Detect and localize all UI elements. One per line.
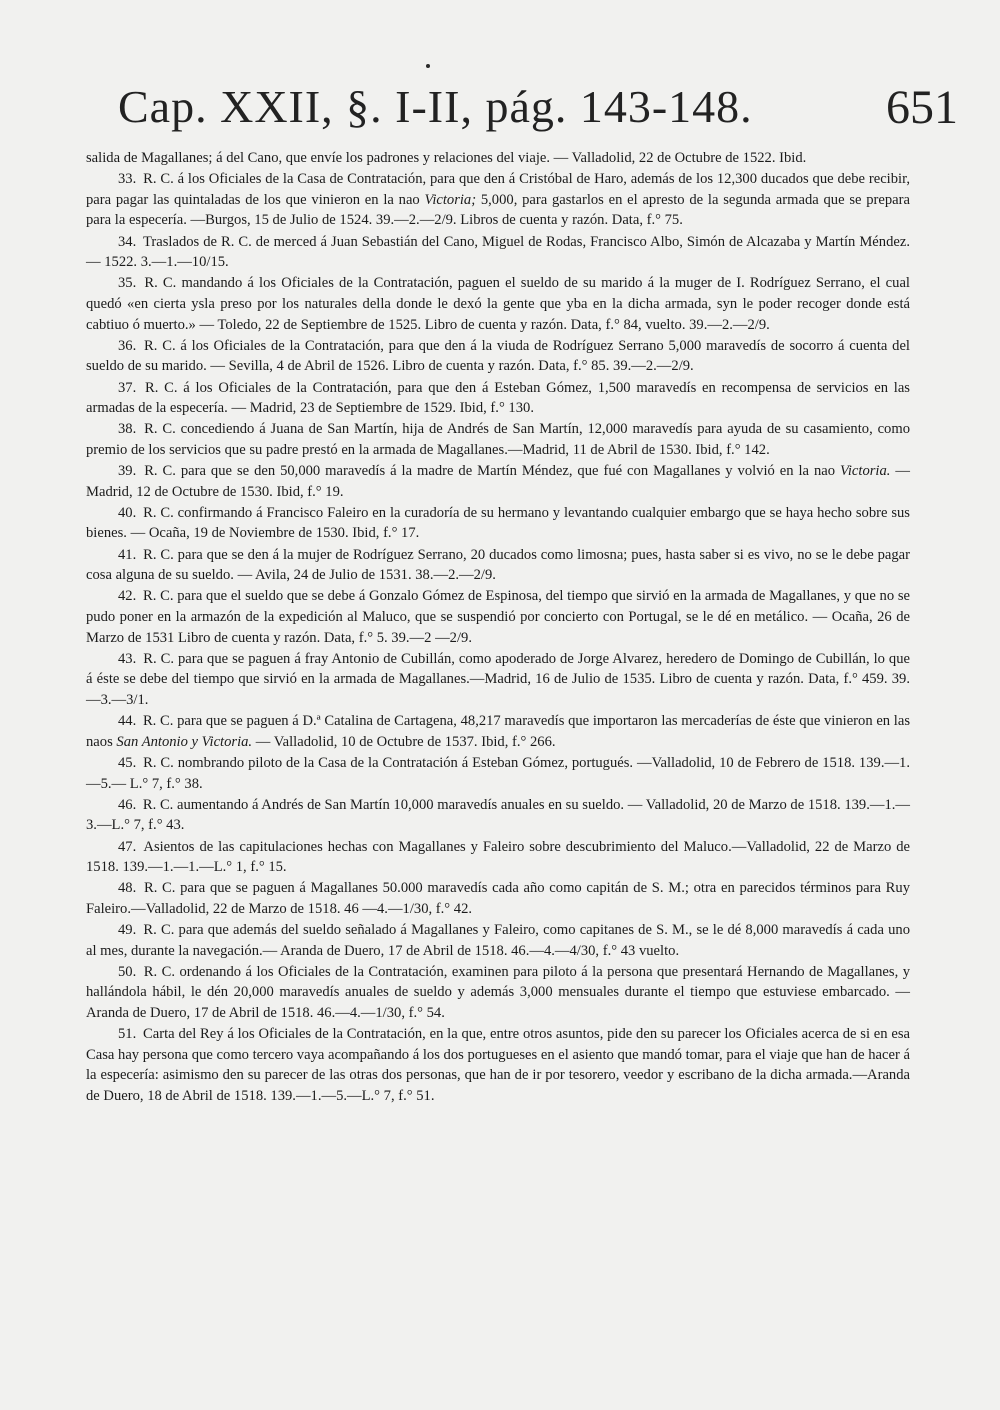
entry-text: R. C. á los Oficiales de la Casa de Contratación, para que den á Cristóbal de Haro, además de los 12,300 ducados que debe recibir, para pagar las quintaladas de los que vinieron en la nao (86, 171, 910, 208)
entry-text: R. C. para que el sueldo que se debe á Gonzalo Gómez de Espinosa, del tiempo que sirvió en la armada de Magallanes, y que no se pudo poner en la armazón de la expedición al Maluco, que se suspendió por concierto con Portugal, se le dé en metálico. — Ocaña, 26 de Marzo de 1531 Libro de cuenta y razón. Data, f.° 5. 39.—2 —2/9. (86, 588, 911, 646)
entry-number: 50. (118, 963, 137, 980)
document-entry (86, 920, 910, 961)
entry-number: 48. (118, 880, 137, 897)
document-entry (86, 378, 910, 419)
entry-text: R. C. para que se den á la mujer de Rodríguez Serrano, 20 ducados como limosna; pues, hasta saber si es vivo, no se le debe pagar cosa alguna de su sueldo. — Avila, 24 de Julio de 1531. 38.—2.—2/9. (86, 546, 910, 584)
document-entry (86, 169, 910, 231)
entry-number: 40. (118, 504, 137, 521)
document-entry (86, 461, 910, 502)
document-entry (86, 586, 910, 648)
running-head: Cap. XXII, §. I-II, pág. 143-148. (118, 81, 753, 132)
entry-text: R. C. para que además del sueldo señalado á Magallanes y Faleiro, como capitanes de S. M., se le dé 8,000 maravedís á cada uno al mes, durante la navegación.— Aranda de Duero, 17 de Abril de 1518. 46.—4.—4/30, f.° 43 vuelto. (86, 922, 910, 959)
document-entry (86, 649, 910, 711)
entry-text: R. C. ordenando á los Oficiales de la Contratación, examinen para piloto á la persona que presentará Hernando de Magallanes, y hallándola hábil, le dén 20,000 maravedís anuales de sueldo y además 3,000 mensuales durante el tiempo que estuviese embarcado. — Aranda de Duero, 17 de Abril de 1518. 46.—4.—1/30, f.° 54. (86, 963, 910, 1022)
entry-number: 45. (118, 754, 137, 771)
entry-text: R. C. nombrando piloto de la Casa de la Contratación á Esteban Gómez, portugués. —Valladolid, 10 de Febrero de 1518. 139.—1.—5.— L.° 7, f.° 38. (86, 754, 911, 792)
document-entry (86, 878, 910, 919)
entry-number: 47. (118, 838, 137, 855)
entry-number: 46. (118, 796, 137, 813)
entry-number: 33. (118, 171, 137, 188)
entry-text: R. C. á los Oficiales de la Contratación, para que den á Esteban Gómez, 1,500 maravedís en recompensa de servicios en las armadas de la especería. — Madrid, 23 de Septiembre de 1529. Ibid, f.° 130. (86, 379, 910, 417)
entry-text-continued: 5,000, para gastarlos en el apresto de la segunda armada que se prepara para la especería. —Burgos, 15 de Julio de 1524. 39.—2.—2/9. Libros de cuenta y razón. Data, f.° 75. (86, 191, 910, 229)
entry-text: Carta del Rey á los Oficiales de la Contratación, en la que, entre otros asuntos, pide den su parecer los Oficiales acerca de si en esa Casa hay persona que como tercero vaya acompañando á los dos portugueses en el asiento que mandó tomar, para el viaje que han de hacer á la especería: asimismo den su parecer de las otras dos personas, que han de ir por tesorero, veedor y escribano de la dicha armada.—Aranda de Duero, 18 de Abril de 1518. 139.—1.—5.—L.° 7, f.° 51. (86, 1026, 910, 1104)
entry-text: Traslados de R. C. de merced á Juan Sebastián del Cano, Miguel de Rodas, Francisco Albo, Simón de Alcazaba y Martín Méndez.— 1522. 3.—1.—10/15. (86, 233, 910, 271)
entry-number: 36. (118, 337, 137, 354)
document-entry (86, 232, 910, 273)
entry-text: R. C. aumentando á Andrés de San Martín 10,000 maravedís anuales en su sueldo. — Valladolid, 20 de Marzo de 1518. 139.—1.—3.—L.° 7, f.° 43. (86, 796, 910, 834)
entry-text: R. C. para que se paguen á fray Antonio de Cubillán, como apoderado de Jorge Alvarez, heredero de Domingo de Cubillán, lo que á éste se debe del tiempo que sirvió en la armada de Magallanes.—Madrid, 16 de Julio de 1535. Libro de cuenta y razón. Data, f.° 459. 39.—3.—3/1. (86, 650, 911, 708)
entry-number: 42. (118, 588, 137, 605)
entries-list (86, 148, 910, 1107)
entry-number: 51. (118, 1026, 137, 1043)
entry-text: R. C. concediendo á Juana de San Martín, hija de Andrés de San Martín, 12,000 maravedís para ayuda de su casamiento, como premio de los servicios que su padre prestó en la armada de Magallanes.—Madrid, 11 de Abril de 1530. Ibid, f.° 142. (86, 421, 910, 458)
document-entry (86, 962, 910, 1024)
document-entry (86, 148, 910, 169)
entry-number: 49. (118, 922, 137, 939)
page-header (118, 80, 958, 140)
entry-number: 41. (118, 546, 137, 563)
entry-text: R. C. confirmando á Francisco Faleiro en la curadoría de su hermano y levantando cualquier embargo que se haya hecho sobre sus bienes. — Ocaña, 19 de Noviembre de 1530. Ibid, f.° 17. (86, 504, 910, 542)
entry-italic-text: San Antonio y Victoria. (116, 733, 253, 750)
entry-text: salida de Magallanes; á del Cano, que envíe los padrones y relaciones del viaje. — Valladolid, 22 de Octubre de 1522. Ibid. (86, 150, 807, 166)
entry-number: 37. (118, 379, 137, 396)
document-entry (86, 503, 910, 544)
document-entry (86, 545, 910, 586)
entry-text: R. C. para que se den 50,000 maravedís á la madre de Martín Méndez, que fué con Magallanes y volvió en la nao (144, 463, 836, 480)
document-entry (86, 419, 910, 460)
document-entry (86, 837, 910, 878)
entry-text: R. C. para que se paguen á D.ª Catalina de Cartagena, 48,217 maravedís que importaron las mercaderías de éste que vinieron en las naos (86, 713, 910, 750)
document-entry (86, 336, 910, 377)
entry-text-continued: — Valladolid, 10 de Octubre de 1537. Ibid, f.° 266. (255, 733, 556, 750)
entry-text: R. C. para que se paguen á Magallanes 50.000 maravedís cada año como capitán de S. M.; otra en parecidos términos para Ruy Faleiro.—Valladolid, 22 de Marzo de 1518. 46 —4.—1/30, f.° 42. (86, 880, 911, 917)
entry-text: Asientos de las capitulaciones hechas con Magallanes y Faleiro sobre descubrimiento del Maluco.—Valladolid, 22 de Marzo de 1518. 139.—1.—1.—L.° 1, f.° 15. (86, 838, 911, 876)
entry-number: 38. (118, 421, 137, 438)
entry-text: R. C. mandando á los Oficiales de la Contratación, paguen el sueldo de su marido á la muger de I. Rodríguez Serrano, el cual quedó «en cierta ysla preso por los naturales della donde le dexó la gente que yba en la dicha armada, syn le poder recoger donde está cabtiuo ó muerto.» — Toledo, 22 de Septiembre de 1525. Libro de cuenta y razón. Data, f.° 84, vuelto. 39.—2.—2/9. (86, 275, 910, 333)
entry-number: 43. (118, 650, 137, 667)
entry-number: 34. (118, 233, 137, 250)
entry-number: 35. (118, 275, 137, 292)
document-entry (86, 273, 910, 335)
entry-number: 39. (118, 463, 137, 480)
entry-text-continued: —Madrid, 12 de Octubre de 1530. Ibid, f.° 19. (86, 463, 910, 500)
entry-text: R. C. á los Oficiales de la Contratación, para que den á la viuda de Rodríguez Serrano 5,000 maravedís de socorro á cuenta del sueldo de su marido. — Sevilla, 4 de Abril de 1526. Libro de cuenta y razón. Data, f.° 85. 39.—2.—2/9. (86, 337, 910, 375)
page-number: 651 (886, 81, 958, 134)
document-entry (86, 1024, 910, 1106)
print-dot (426, 64, 430, 68)
entry-italic-text: Victoria. (840, 463, 891, 480)
document-entry (86, 753, 910, 794)
entry-number: 44. (118, 713, 137, 730)
document-entry (86, 795, 910, 836)
document-entry (86, 711, 910, 752)
entry-italic-text: Victoria; (424, 191, 477, 208)
